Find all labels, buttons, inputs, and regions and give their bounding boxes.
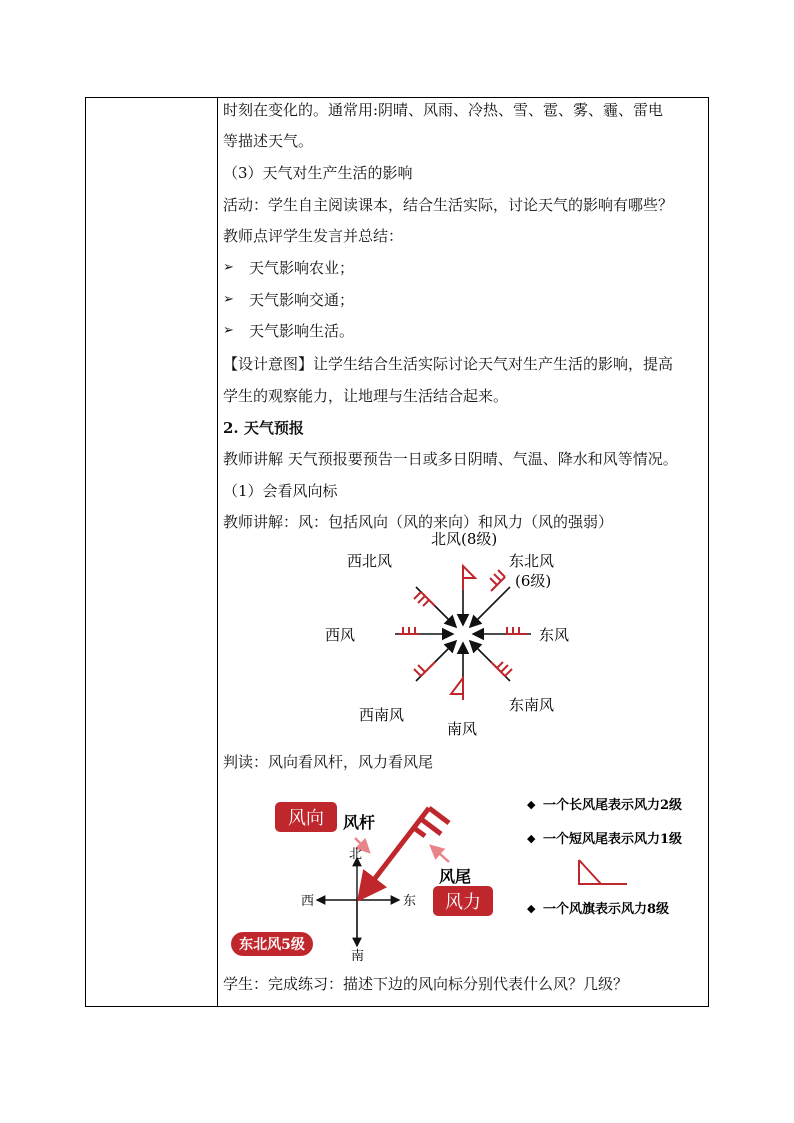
legend-bullet: ◆ bbox=[527, 902, 536, 915]
text-line: 教师点评学生发言并总结： bbox=[223, 227, 404, 245]
north-flag-icon bbox=[463, 566, 475, 578]
axis-south: 南 bbox=[351, 949, 365, 962]
text-line: 判读：风向看风杆，风力看风尾 bbox=[223, 753, 434, 771]
subheading: （3）天气对生产生活的影响 bbox=[223, 164, 413, 182]
wind-vane-figure bbox=[231, 786, 709, 962]
direction-label: 风向 bbox=[288, 808, 324, 829]
label-southwest: 西南风 bbox=[359, 706, 405, 724]
axis-east: 东 bbox=[403, 894, 417, 909]
label-west: 西风 bbox=[325, 626, 356, 644]
label-northwest: 西北风 bbox=[347, 552, 393, 570]
legend-short-tail: 一个短风尾表示风力1级 bbox=[543, 832, 683, 847]
axis-north: 北 bbox=[349, 847, 363, 862]
tail-label: 风尾 bbox=[439, 867, 472, 886]
legend-bullet: ◆ bbox=[527, 798, 536, 811]
label-northeast-level: (6级) bbox=[515, 572, 552, 590]
exercise-prompt: 学生：完成练习：描述下边的风向标分别代表什么风？几级？ bbox=[223, 975, 629, 993]
column-divider bbox=[217, 98, 218, 1006]
flag-sample-icon bbox=[579, 860, 627, 884]
label-east: 东风 bbox=[539, 626, 570, 644]
text-line: 时刻在变化的。通常用:阴晴、风雨、冷热、雪、雹、雾、霾、雷电 bbox=[223, 101, 664, 119]
text-line: 学生的观察能力，让地理与生活结合起来。 bbox=[223, 387, 509, 405]
label-northeast: 东北风 bbox=[509, 552, 555, 570]
bullet-arrow-icon: ➢ bbox=[223, 260, 234, 275]
bullet-arrow-icon: ➢ bbox=[223, 323, 234, 338]
legend-bullet: ◆ bbox=[527, 832, 536, 845]
text-line: 教师讲解：风：包括风向（风的来向）和风力（风的强弱） bbox=[223, 513, 614, 531]
south-flag-icon bbox=[451, 678, 463, 694]
subheading: （1）会看风向标 bbox=[223, 482, 338, 500]
legend-flag: 一个风旗表示风力8级 bbox=[543, 902, 670, 917]
text-line: 等描述天气。 bbox=[223, 132, 314, 150]
force-label: 风力 bbox=[445, 892, 481, 913]
bullet-text: 天气影响生活。 bbox=[249, 322, 355, 340]
bullet-item bbox=[223, 321, 523, 341]
lesson-table bbox=[85, 97, 709, 1007]
section-heading: 2. 天气预报 bbox=[223, 419, 304, 437]
label-north: 北风(8级) bbox=[431, 530, 498, 548]
bullet-text: 天气影响交通； bbox=[249, 291, 355, 309]
label-southeast: 东南风 bbox=[509, 696, 555, 714]
bullet-item bbox=[223, 290, 523, 310]
bullet-arrow-icon: ➢ bbox=[223, 292, 234, 307]
content-cell bbox=[223, 98, 704, 1006]
wind-compass-diagram bbox=[323, 528, 613, 740]
legend-long-tail: 一个长风尾表示风力2级 bbox=[543, 798, 683, 813]
axis-west: 西 bbox=[301, 894, 315, 909]
bullet-item bbox=[223, 258, 523, 278]
label-south: 南风 bbox=[447, 720, 478, 738]
bullet-text: 天气影响农业； bbox=[249, 259, 355, 277]
example-label: 东北风5级 bbox=[239, 937, 305, 953]
text-line: 教师讲解 天气预报要预告一日或多日阴晴、气温、降水和风等情况。 bbox=[223, 450, 678, 468]
design-intent: 【设计意图】让学生结合生活实际讨论天气对生产生活的影响，提高 bbox=[223, 355, 674, 373]
pole-label: 风杆 bbox=[343, 813, 376, 832]
activity-text: 活动：学生自主阅读课本，结合生活实际，讨论天气的影响有哪些？ bbox=[223, 196, 674, 214]
